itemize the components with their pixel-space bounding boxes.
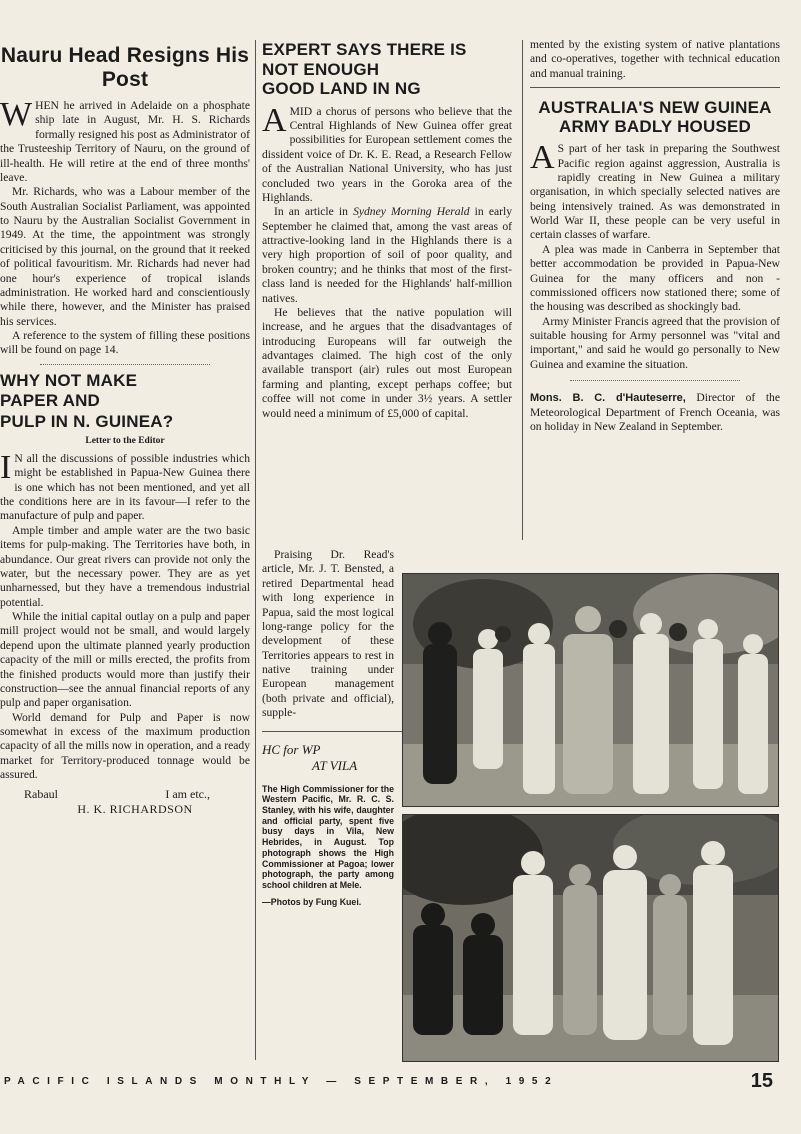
personal-note [530,391,780,434]
nauru-para2: Mr. Richards, who was a Labour member of the South Australian Socialist Parliament, was appointed to Nauru by the Australian Socialist Government in 1949. At the time, the appointment was strongly criticised by this journal, on the ground that it reeked of political favouritism. Mr. Richards had never had one hour's experience of tropical islands administration. He worked hard and conscientiously while there, however, and the Minister has praised his services. [0,185,250,328]
expert-para1 [262,101,512,206]
column-left [0,30,250,817]
expert-headline [262,40,512,99]
paper-article [0,448,250,783]
personal-separator [570,380,740,381]
expert-article [262,101,512,421]
army-para2: A plea was made in Canberra in September that better accommodation be provided in Papua-New Guinea for the many officers and non - commissioned officers now stationed there; some of the housing was described as shockingly bad. [530,242,780,314]
expert-headline-line1: EXPERT SAYS THERE IS [262,40,467,59]
nauru-headline [0,44,250,91]
letter-to-editor-label: Letter to the Editor [85,435,165,446]
army-para1 [530,139,780,243]
paper-para1-text: N all the discussions of possible industries which might be established in Papua-New Guinea there is one which has not been mentioned, and yet all the conditions here are in its favour—I refer to the manufacture of pulp and paper. [0,451,250,523]
personal-name: Mons. B. C. d'Hauteserre, [530,392,686,405]
expert-headline-line3: GOOD LAND IN NG [262,79,421,99]
expert-para2-post: in early September he claimed that, among the vast areas of attractive-looking land in the Highlands there is a very high proportion of soil of poor quality, and broken country; and he thinks that most of the first-class land is needed for the Highlands' half-million natives. [262,205,512,305]
separator-dots [40,364,210,365]
paper-para4: World demand for Pulp and Paper is now somewhat in excess of the maximum production capacity of all the mills now in operation, and a ready market for Territory-produced tonnage would be assured. [0,710,250,782]
paper-headline [0,371,250,432]
paper-headline-line1: WHY NOT MAKE [0,370,138,390]
column-divider-1 [255,40,256,1060]
footer-publication: PACIFIC ISLANDS MONTHLY — SEPTEMBER, 1952 [4,1076,559,1087]
expert-para4: Praising Dr. Read's article, Mr. J. T. Bensted, a retired Departmental head with long experience in Papua, said the most logical long-range policy for the development of these Territories appears to rest in native training under European management (both private and official), supple- [262,548,394,720]
paper-para1 [0,448,250,524]
paper-para2: Ample timber and ample water are the two basic items for pulp-making. The Territories have both, in abundance. Our great rivers can provide not only the water, but the necessary power. They are as yet unharnessed, but they have a tremendous industrial potential. [0,523,250,609]
hc-box [262,742,394,907]
signature-closing: I am etc., [165,786,210,801]
paper-headline-line2: PAPER AND [0,391,101,411]
expert-dropcap: A [262,101,287,139]
nauru-headline-line1: Nauru Head Resigns His [0,44,250,67]
column-divider-2 [522,40,523,540]
signature-place: Rabaul [24,786,58,801]
photo-pagoa-image [403,574,778,806]
army-para3: Army Minister Francis agreed that the provision of suitable housing for Army personnel was "vital and important," and said he would go personally to New Guinea and examine the situation. [530,314,780,371]
army-headline [530,98,780,136]
army-dropcap: A [530,139,555,177]
page-number: 15 [750,1070,773,1092]
army-para1-text: S part of her task in preparing the Southwest Pacific region against aggression, Australia is rapidly creating in New Guinea a military organisation, in which specially selected natives are being intensively trained. As was demonstrated in World War II, these people can be very useful in certain classes of warfare. [530,142,780,242]
army-rule [530,87,780,88]
letter-signature [0,787,250,817]
hc-heading-line2: AT VILA [312,757,358,773]
nauru-dropcap: W [0,96,33,134]
expert-para2 [262,205,512,306]
paper-dropcap: I [0,448,12,486]
signature-name: H. K. RICHARDSON [77,801,193,816]
hc-box-rule [262,731,412,732]
nauru-para1 [0,96,250,185]
army-headline-line1: AUSTRALIA'S NEW GUINEA [538,98,772,118]
nauru-para3: A reference to the system of filling these positions will be found on page 14. [0,329,250,357]
expert-para2-publication: Sydney Morning Herald [353,205,470,219]
photo-pagoa [402,573,779,807]
nauru-para1-text: HEN he arrived in Adelaide on a phosphate ship late in August, Mr. H. S. Richards formally resigned his post as Administrator of the Trusteeship Territory of Nauru, on the ground of ill-health. He will retire at the end of three months' leave. [0,99,250,184]
personal-text: Director of the Meteorological Department of French Oceania, was on holiday in New Zealand in September. [530,391,780,434]
column-right [530,30,780,446]
paper-para3: While the initial capital outlay on a pulp and paper mill project would not be small, and would largely depend upon the ultimate planned yearly production capacity of the mill or mills erected, the profits from the finished products would more than justify their construction—see the annual financial reports of any pulp and paper organisation. [0,610,250,710]
nauru-headline-line2: Post [101,67,149,91]
army-headline-line2: ARMY BADLY HOUSED [558,117,751,137]
page-footer [0,1072,801,1102]
expert-para1-text: MID a chorus of persons who believe that the Central Highlands of New Guinea offer great possibilities for European settlement comes the dissident voice of Dr. K. E. Read, a Research Fellow of the Australian National University, who has just concluded two years in the Goroka area of the Highlands. [262,104,512,204]
army-article [530,139,780,372]
column-middle [262,30,512,421]
photo-credit: —Photos by Fung Kuei. [262,896,362,907]
photo-mele [402,814,779,1062]
expert-para3: He believes that the native population will increase, and he argues that the disadvantages of introducing Europeans will far outweigh the advantages claimed. The high cost of the only available transport (air) rules out most European farming and planting, except perhaps coffee; but coffee will not come in under 3½ years. A settler would need a minimum of £5,000 of capital. [262,305,512,420]
hc-heading-line1: HC for WP [262,741,321,757]
expert-continuation [262,548,394,907]
expert-headline-line2: NOT ENOUGH [262,59,380,79]
hc-caption: The High Commissioner for the Western Pacific, Mr. R. C. S. Stanley, with his wife, daughter and official party, spent five busy days in Vila, New Hebrides, in August. Top photograph shows the High Commissioner at Pagoa; lower photograph, the party among school children at Mele. [262,783,394,890]
nauru-article [0,96,250,358]
expert-para2-pre: In an article in [274,205,354,219]
continued-text: mented by the existing system of native plantations and co-operatives, together with technical education and manual training. [530,38,780,80]
paper-headline-line3: PULP IN N. GUINEA? [0,411,174,431]
photo-mele-image [403,815,778,1061]
